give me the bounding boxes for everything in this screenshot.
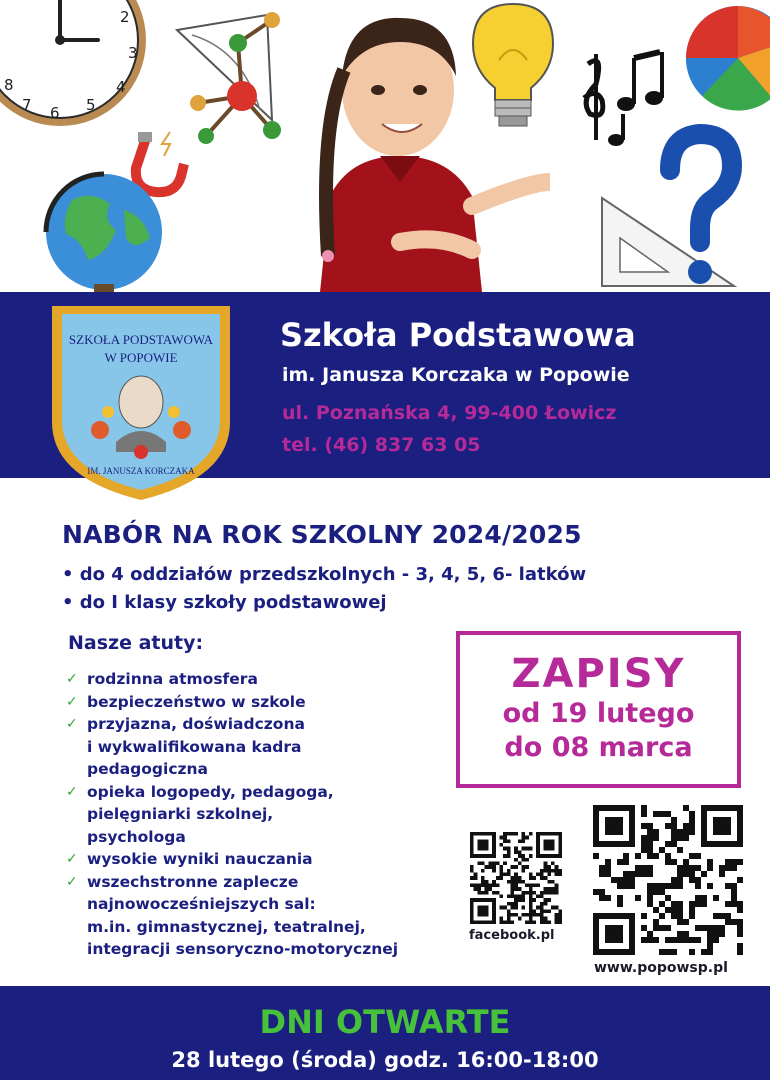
school-header-band	[0, 292, 770, 478]
advantage-text-line: przyjazna, doświadczona	[87, 715, 305, 733]
advantage-item	[66, 848, 446, 871]
advantage-text-line: integracji sensoryczno-motorycznej	[87, 940, 399, 958]
website-qr-label: www.popowsp.pl	[594, 960, 728, 976]
advantage-text-line: i wykwalifikowana kadra	[87, 737, 302, 756]
light-bulb-icon	[465, 0, 561, 140]
advantages-title: Nasze atuty:	[68, 632, 204, 654]
qr-code-icon[interactable]	[593, 805, 743, 955]
advantage-item	[66, 668, 446, 691]
clock-number: 7	[22, 96, 32, 114]
advantage-text-line: pielęgniarki szkolnej,	[87, 805, 274, 823]
clock-number: 4	[116, 78, 126, 96]
school-patron: im. Janusza Korczaka w Popowie	[282, 364, 630, 386]
school-name: Szkoła Podstawowa	[280, 316, 636, 354]
globe-icon	[32, 160, 172, 292]
question-mark-icon	[652, 122, 742, 292]
open-days-date: 28 lutego (środa) godz. 16:00-18:00	[171, 1048, 599, 1072]
open-days-title: DNI OTWARTE	[259, 1003, 511, 1041]
clock-number: 6	[50, 104, 60, 122]
advantage-text-line: wysokie wyniki nauczania	[87, 850, 313, 868]
clock-number: 3	[128, 44, 138, 62]
advantage-item	[66, 713, 446, 781]
clock-number: 2	[120, 8, 130, 26]
school-address: ul. Poznańska 4, 99-400 Łowicz	[282, 402, 617, 424]
advantage-item	[66, 781, 446, 849]
advantage-text-line: psychologa	[87, 827, 186, 846]
advantage-text-line: wszechstronne zaplecze	[87, 872, 299, 891]
checkmark-icon: ✓	[66, 671, 78, 687]
enrollment-from: od 19 lutego	[502, 698, 695, 729]
qr-code-icon[interactable]	[470, 832, 562, 924]
enrollment-to: do 08 marca	[504, 732, 693, 763]
clock-number: 5	[86, 96, 96, 114]
clock-number: 8	[4, 76, 14, 94]
crest-text-bottom: IM. JANUSZA KORCZAKA	[87, 466, 195, 476]
enrollment-box	[456, 631, 741, 788]
checkmark-icon: ✓	[66, 873, 78, 890]
advantage-text-line: bezpieczeństwo w szkole	[87, 692, 306, 711]
advantage-item	[66, 691, 446, 714]
crest-text-top-2: W POPOWIE	[104, 350, 178, 365]
recruitment-item: • do I klasy szkoły podstawowej	[62, 592, 387, 613]
advantage-text-line: najnowocześniejszych sal:	[87, 895, 316, 913]
recruitment-item: • do 4 oddziałów przedszkolnych - 3, 4, 5, 6- latków	[62, 564, 587, 585]
facebook-qr-label: facebook.pl	[469, 928, 555, 943]
crest-text-top: SZKOŁA PODSTAWOWA	[68, 332, 214, 347]
advantages-list	[66, 668, 446, 961]
advantage-text-line: rodzinna atmosfera	[87, 670, 258, 688]
checkmark-icon: ✓	[66, 783, 78, 800]
advantage-text-line: pedagogiczna	[87, 760, 209, 778]
school-crest	[46, 302, 236, 502]
checkmark-icon: ✓	[66, 693, 78, 710]
school-phone: tel. (46) 837 63 05	[282, 434, 481, 456]
hero-illustration	[0, 0, 770, 292]
pie-chart-icon	[672, 2, 770, 112]
checkmark-icon: ✓	[66, 851, 78, 867]
open-days-band	[0, 986, 770, 1080]
advantage-text-line: m.in. gimnastycznej, teatralnej,	[87, 917, 366, 936]
checkmark-icon: ✓	[66, 716, 78, 732]
advantage-item	[66, 871, 446, 961]
enrollment-title: ZAPISY	[511, 651, 686, 697]
advantage-text-line: opieka logopedy, pedagoga,	[87, 782, 334, 801]
recruitment-title: NABÓR NA ROK SZKOLNY 2024/2025	[62, 520, 582, 549]
